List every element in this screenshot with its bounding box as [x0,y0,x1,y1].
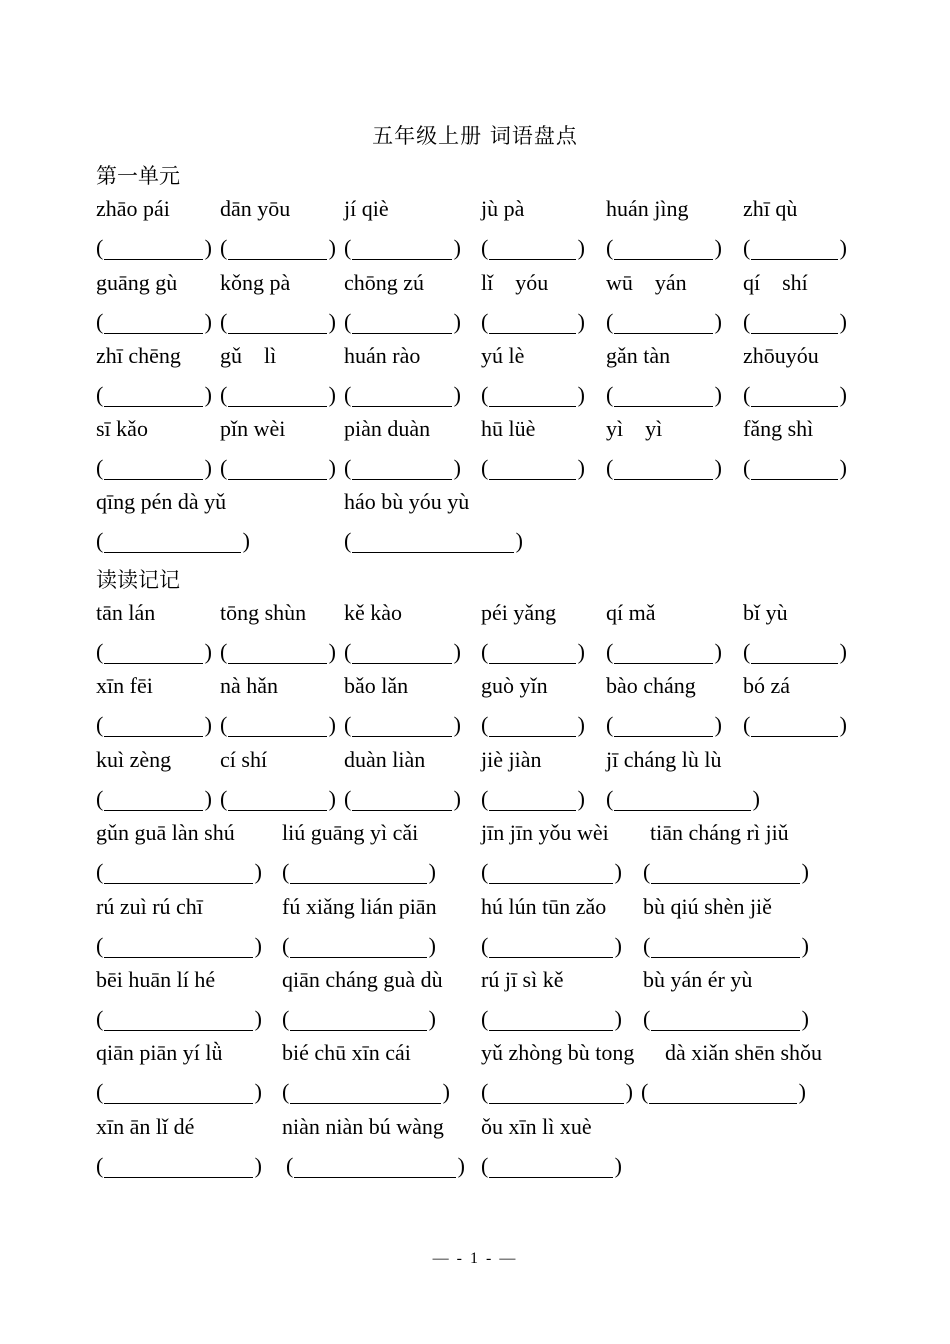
answer-blank[interactable]: ( ) [606,309,722,334]
pinyin-word: péi yǎng [481,600,557,625]
answer-blank[interactable]: ( ) [220,382,336,407]
pinyin-word: bēi huān lí hé [96,967,216,992]
pinyin-word: kě kào [344,600,403,625]
answer-blank[interactable]: ( ) [282,1006,436,1031]
answer-blank[interactable]: ( ) [220,786,336,811]
answer-blank[interactable]: ( ) [220,639,336,664]
pinyin-word: zhāo pái [96,196,170,221]
answer-blank[interactable]: ( ) [286,1153,465,1178]
pinyin-word: zhōuyóu [743,343,819,368]
pinyin-word: liú guāng yì cǎi [282,820,419,845]
pinyin-word: ǒu xīn lì xuè [481,1114,592,1139]
answer-blank[interactable]: ( ) [606,712,722,737]
answer-blank[interactable]: ( ) [344,639,461,664]
answer-blank[interactable]: ( ) [481,309,585,334]
answer-blank[interactable]: ( ) [96,382,212,407]
answer-blank[interactable]: ( ) [96,528,250,553]
answer-blank[interactable]: ( ) [743,455,847,480]
answer-blank[interactable]: ( ) [220,712,336,737]
pinyin-word: guò yǐn [481,673,548,698]
answer-blank[interactable]: ( ) [606,235,722,260]
pinyin-word: guāng gù [96,270,178,295]
pinyin-word: kuì zèng [96,747,172,772]
answer-blank[interactable]: ( ) [743,639,847,664]
pinyin-word: zhī qù [743,196,798,221]
answer-blank[interactable]: ( ) [481,933,622,958]
pinyin-word: qí shí [743,270,808,295]
pinyin-word: gǔn guā làn shú [96,820,235,845]
pinyin-word: qiān cháng guà dù [282,967,443,992]
answer-blank[interactable]: ( ) [282,859,436,884]
pinyin-word: háo bù yóu yù [344,489,470,514]
answer-blank[interactable]: ( ) [96,235,212,260]
pinyin-word: bào cháng [606,673,696,698]
pinyin-word: hū lüè [481,416,536,441]
answer-blank[interactable]: ( ) [344,382,461,407]
answer-blank[interactable]: ( ) [481,1153,622,1178]
answer-blank[interactable]: ( ) [344,712,461,737]
answer-blank[interactable]: ( ) [96,309,212,334]
answer-blank[interactable]: ( ) [220,309,336,334]
pinyin-word: jiè jiàn [481,747,542,772]
answer-blank[interactable]: ( ) [643,1006,809,1031]
answer-blank[interactable]: ( ) [481,639,585,664]
pinyin-word: jí qiè [344,196,389,221]
pinyin-word: rú jī sì kě [481,967,564,992]
answer-blank[interactable]: ( ) [481,712,585,737]
pinyin-word: tiān cháng rì jiǔ [650,820,789,845]
pinyin-word: jīn jīn yǒu wèi [481,820,609,845]
answer-blank[interactable]: ( ) [481,1079,633,1104]
pinyin-word: yú lè [481,343,525,368]
pinyin-word: bié chū xīn cái [282,1040,411,1065]
pinyin-word: lǐ yóu [481,270,549,295]
pinyin-word: dà xiǎn shēn shǒu [665,1040,823,1065]
answer-blank[interactable]: ( ) [606,382,722,407]
section-heading-read-remember: 读读记记 [96,568,180,592]
answer-blank[interactable]: ( ) [220,455,336,480]
answer-blank[interactable]: ( ) [641,1079,806,1104]
answer-blank[interactable]: ( ) [481,235,585,260]
pinyin-word: duàn liàn [344,747,426,772]
answer-blank[interactable]: ( ) [96,1079,262,1104]
answer-blank[interactable]: ( ) [344,235,461,260]
pinyin-word: xīn ān lǐ dé [96,1114,195,1139]
pinyin-word: huán jìng [606,196,689,221]
pinyin-word: bǐ yù [743,600,788,625]
pinyin-word: chōng zú [344,270,425,295]
answer-blank[interactable]: ( ) [96,933,262,958]
answer-blank[interactable]: ( ) [481,1006,622,1031]
pinyin-word: cí shí [220,747,268,772]
answer-blank[interactable]: ( ) [743,712,847,737]
answer-blank[interactable]: ( ) [606,786,760,811]
pinyin-word: zhī chēng [96,343,181,368]
answer-blank[interactable]: ( ) [743,235,847,260]
answer-blank[interactable]: ( ) [96,786,212,811]
pinyin-word: fǎng shì [743,416,814,441]
pinyin-word: yì yì [606,416,663,441]
answer-blank[interactable]: ( ) [344,309,461,334]
pinyin-word: qiān piān yí lǜ [96,1040,223,1065]
answer-blank[interactable]: ( ) [481,455,585,480]
answer-blank[interactable]: ( ) [344,455,461,480]
pinyin-word: pǐn wèi [220,416,286,441]
pinyin-word: rú zuì rú chī [96,894,203,919]
answer-blank[interactable]: ( ) [96,1153,262,1178]
pinyin-word: huán rào [344,343,421,368]
pinyin-word: xīn fēi [96,673,153,698]
pinyin-word: sī kǎo [96,416,148,441]
pinyin-word: dān yōu [220,196,291,221]
answer-blank[interactable]: ( ) [606,455,722,480]
answer-blank[interactable]: ( ) [282,1079,450,1104]
pinyin-word: jī cháng lù lù [606,747,722,772]
answer-blank[interactable]: ( ) [96,1006,262,1031]
pinyin-word: qí mǎ [606,600,656,625]
pinyin-word: kǒng pà [220,270,291,295]
answer-blank[interactable]: ( ) [481,786,585,811]
page-number: — - 1 - — [432,1250,518,1267]
pinyin-word: bó zá [743,673,791,698]
answer-blank[interactable]: ( ) [96,639,212,664]
pinyin-word: gǎn tàn [606,343,671,368]
pinyin-word: jù pà [481,196,525,221]
answer-blank[interactable]: ( ) [481,859,622,884]
pinyin-word: piàn duàn [344,416,431,441]
pinyin-word: yǔ zhòng bù tong [481,1040,635,1065]
pinyin-word: tōng shùn [220,600,307,625]
answer-blank[interactable]: ( ) [743,382,847,407]
pinyin-word: hú lún tūn zǎo [481,894,607,919]
pinyin-word: tān lán [96,600,156,625]
answer-blank[interactable]: ( ) [220,235,336,260]
pinyin-word: bǎo lǎn [344,673,409,698]
pinyin-word: qīng pén dà yǔ [96,489,227,514]
answer-blank[interactable]: ( ) [606,639,722,664]
answer-blank[interactable]: ( ) [96,712,212,737]
answer-blank[interactable]: ( ) [282,933,436,958]
pinyin-word: niàn niàn bú wàng [282,1114,444,1139]
pinyin-word: bù yán ér yù [643,967,753,992]
answer-blank[interactable]: ( ) [344,528,523,553]
page-title: 五年级上册 词语盘点 [372,124,578,148]
answer-blank[interactable]: ( ) [643,859,809,884]
pinyin-word: gǔ lì [220,343,277,368]
answer-blank[interactable]: ( ) [481,382,585,407]
pinyin-word: nà hǎn [220,673,279,698]
section-heading-unit-one: 第一单元 [96,164,180,188]
answer-blank[interactable]: ( ) [643,933,809,958]
pinyin-word: bù qiú shèn jiě [643,894,772,919]
pinyin-word: fú xiǎng lián piān [282,894,437,919]
answer-blank[interactable]: ( ) [96,859,262,884]
answer-blank[interactable]: ( ) [96,455,212,480]
answer-blank[interactable]: ( ) [743,309,847,334]
answer-blank[interactable]: ( ) [344,786,461,811]
pinyin-word: wū yán [606,270,687,295]
